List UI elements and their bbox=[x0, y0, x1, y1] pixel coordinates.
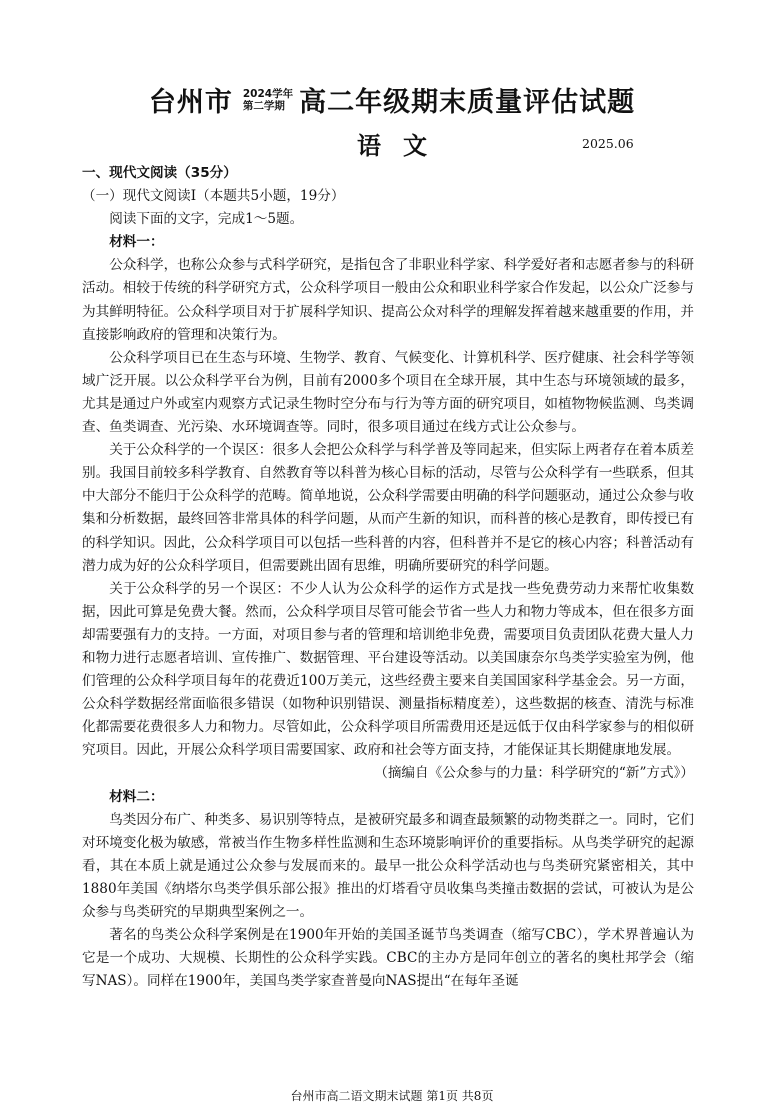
exam-subject: 语文 bbox=[357, 132, 449, 160]
material-2-label: 材料二： bbox=[109, 788, 164, 805]
material-1-paragraph: 关于公众科学的另一个误区：不少人认为公众科学的运作方式是找一些免费劳动力来帮忙收集数据，因此可算是免费大餐。然而，公众科学项目尽管可能会节省一些人力和物力等成本，但在很多方面却需要强有力的支持。一方面，对项目参与者的管理和培训绝非免费，需要项目负责团队花费大量人力和物力进行志愿者培训、宣传推广、数据管理、平台建设等活动。以美国康奈尔鸟类学实验室为例，他们管理的公众科学项目每年的花费近100万美元，这些经费主要来自美国国家科学基金会。另一方面，公众科学数据经常面临很多错误（如物种识别错误、测量指标精度差），这些数据的核查、清洗与标准化都需要花费很多人力和物力。尽管如此，公众科学项目所需费用还是远低于仅由科学家参与的相似研究项目。因此，开展公众科学项目需要国家、政府和社会等方面支持，才能保证其长期健康地发展。 bbox=[82, 580, 694, 759]
material-2-paragraph: 鸟类因分布广、种类多、易识别等特点，是被研究最多和调查最频繁的动物类群之一。同时，它们对环境变化极为敏感，常被当作生物多样性监测和生态环境影响评价的重要指标。从鸟类学研究的起源看，其在本质上就是通过公众参与发展而来的。最早一批公众科学活动也与鸟类研究紧密相关，其中1880年美国《纳塔尔鸟类学俱乐部公报》推出的灯塔看守员收集鸟类撞击数据的尝试，可被认为是公众参与鸟类研究的早期典型案例之一。 bbox=[82, 811, 694, 920]
material-1-paragraph: 关于公众科学的一个误区：很多人会把公众科学与科学普及等同起来，但实际上两者存在着本质差别。我国目前较多科学教育、自然教育等以科普为核心目标的活动，尽管与公众科学有一些联系，但其中大部分不能归于公众科学的范畴。简单地说，公众科学需要由明确的科学问题驱动，通过公众参与收集和分析数据，最终回答非常具体的科学问题，从而产生新的知识，而科普的核心是教育，即传授已有的科学知识。因此，公众科学项目可以包括一些科普的内容，但科普并不是它的核心内容；科普活动有潜力成为好的公众科学项目，但需要跳出固有思维，明确所要研究的科学问题。 bbox=[82, 442, 694, 574]
exam-city: 台州市 bbox=[148, 87, 233, 118]
material-1-paragraph: 公众科学，也称公众参与式科学研究，是指包含了非职业科学家、科学爱好者和志愿者参与的科研活动。相较于传统的科学研究方式，公众科学项目一般由公众和职业科学家合作发起，以公众广泛参与为其鲜明特征。公众科学项目对于扩展科学知识、提高公众对科学的理解发挥着越来越重要的作用，并直接影响政府的管理和决策行为。 bbox=[82, 257, 694, 343]
material-1-source: （摘编自《公众参与的力量：科学研究的“新”方式》） bbox=[374, 765, 694, 782]
material-1-label: 材料一： bbox=[109, 234, 164, 251]
page-footer: 台州市高二语文期末试题 第1页 共8页 bbox=[290, 1089, 494, 1103]
exam-term-year: 2024学年 bbox=[242, 87, 294, 100]
section-instruction: 阅读下面的文字，完成1～5题。 bbox=[109, 211, 304, 228]
exam-date: 2025.06 bbox=[582, 136, 634, 151]
exam-title: 高二年级期末质量评估试题 bbox=[299, 87, 636, 118]
exam-term-semester: 第二学期 bbox=[242, 99, 285, 112]
material-2-paragraph: 著名的鸟类公众科学案例是在1900年开始的美国圣诞节鸟类调查（缩写CBC），学术界普遍认为它是一个成功、大规模、长期性的公众科学实践。CBC的主办方是同年创立的著名的奥杜邦学会（缩写NAS）。同样在1900年，美国鸟类学家查普曼向NAS提出“在每年圣诞 bbox=[82, 927, 694, 990]
exam-content bbox=[82, 162, 694, 993]
section-subtitle: （一）现代文阅读Ⅰ（本题共5小题，19分） bbox=[82, 188, 345, 205]
exam-term bbox=[243, 88, 293, 112]
section-title: 一、现代文阅读（35分） bbox=[82, 165, 237, 181]
exam-title-row bbox=[0, 80, 784, 119]
material-1-paragraph: 公众科学项目已在生态与环境、生物学、教育、气候变化、计算机科学、医疗健康、社会科学等领域广泛开展。以公众科学平台为例，目前有2000多个项目在全球开展，其中生态与环境领域的最多，尤其是通过户外或室内观察方式记录生物时空分布与行为等方面的研究项目，如植物物候监测、鸟类调查、鱼类调查、光污染、水环境调查等。同时，很多项目通过在线方式让公众参与。 bbox=[82, 349, 694, 436]
